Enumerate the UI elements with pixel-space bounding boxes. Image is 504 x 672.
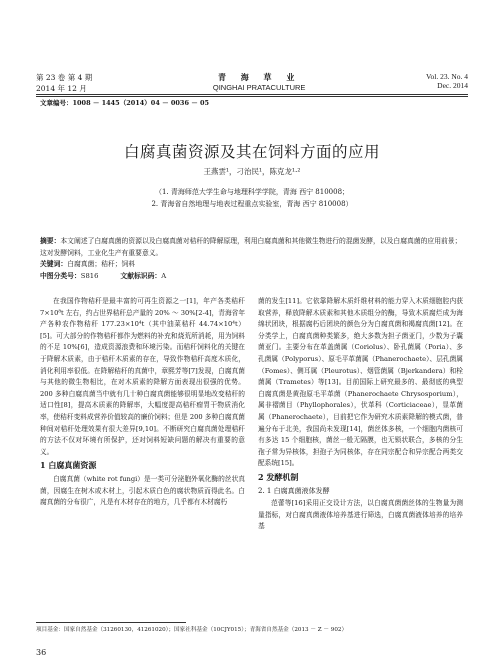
section-heading: 2 发酵机制 xyxy=(258,471,299,482)
affiliation-2: 2. 青海省自然地理与地表过程重点实验室，青海 西宁 810008） xyxy=(151,200,353,208)
doc-code-label: 文献标识码： xyxy=(120,271,162,280)
keywords xyxy=(40,259,464,271)
header-center xyxy=(213,72,306,92)
body-paragraph: 在我国作物秸秆是最丰富的可再生资源之一[1]，年产各类秸秆 7×10⁸t 左右，约占世界秸秆总产量的 20% ～ 30%[2-4]，青海省年产各种农作物秸秆 177.23×10⁴t（其中油菜秸秆 44.74×10⁴t）[5]。可大部分的作物秸秆都作为燃料的补充和烧荒所消耗，用为饲料的不足 10%[6]，造成资源浪费和环境污染。而秸秆饲料化的关键在于降解木质素，由于秸秆木质素的存在，导致作物秸秆高度木质化，消化利用率很低。在降解秸秆的真菌中，章熙芳等[7]发现，白腐真菌与其他的微生物相比，在对木质素的降解方面表现出很强的优势。200 多种白腐真菌当中就有几十种白腐真菌能够很明显地改变秸秆的适口性[8]，提高木质素的降解率，大幅度提高秸秆瘤胃干物质消化率，使秸秆变料成营养价值较高的廉价饲料；但是 200 多种白腐真菌种间对秸秆处理效果有很大差异[9,10]。不断研究白腐真菌处理秸秆的方法不仅对环境有所保护，还对饲料短缺问题的解决有重要的意义。 xyxy=(40,297,246,456)
abstract xyxy=(40,236,464,259)
footnote-rule xyxy=(36,622,186,623)
volume-cn: 第 23 卷 第 4 期 xyxy=(36,73,93,82)
classification-text: S816 xyxy=(80,271,99,280)
affiliation-1: （1. 青海师范大学生命与地理科学学院，青海 西宁 810008； xyxy=(154,188,350,196)
date-cn: 2014 年 12 月 xyxy=(36,84,87,93)
classification xyxy=(40,271,464,283)
header-rule xyxy=(36,94,468,95)
subsection-heading: 2. 1 白腐真菌液体发酵 xyxy=(258,486,330,495)
body-paragraph: 白腐真菌（white rot fungi）是一类可分泌胞外氧化酶的丝状真菌，因腐生在树木或木材上，引起木质白色的腐状物质而得此名。白腐真菌的分布很广，凡是有木材存在的地方，几乎都有木材腐朽 xyxy=(40,474,245,507)
keywords-label: 关键词： xyxy=(40,260,68,268)
body-paragraph: 菌的发生[11]。它依靠降解木质纤维材料的能力穿入木质细胞腔内获取营养，释放降解木质素和其他木质组分的酶，导致木质腐烂成为海绵状团块，根据腐朽后团块的颜色分为白腐真菌和褐腐真菌[12]。在分类学上，白腐真菌种类繁多，绝大多数为担子菌亚门，少数为子囊菌亚门。主要分布在革盖菌属（Coriolus）、卧孔菌属（Poria）、多孔菌属（Polyporus）、原毛平革菌属（Phanerochaete）、层孔菌属（Fomes）、侧耳属（Pleurotus）、烟管菌属（Bjerkandera）和栓菌属（Trametes）等[13]。目前国际上研究最多的、最彻底的典型白腐真菌是黄孢原毛平革菌（Phanerochaete Chrysosporium），属非褶菌目（Phyllophorales），伏革科（Corticiaceae），显革菌属（Phanerochaete），目前把它作为研究木质素降解的模式菌，普遍分布于北美，我国尚未发现[14]，菌丝体多核，一个细胞内菌核可有多达 15 个细胞核，菌丝一般无隔膜，也无锁状联合，多核的分生孢子常为异核体，担孢子为同核体，存在同宗配合和异宗配合两类交配系统[15]。 xyxy=(258,297,463,468)
abstract-text: 本文阐述了白腐真菌的资源以及白腐真菌对秸秆的降解原理，利用白腐真菌和其他微生物进行的混菌发酵，以及白腐真菌的应用前景；这对发酵饲料，工业化生产有重要意义。 xyxy=(40,237,462,257)
abstract-label: 摘要： xyxy=(40,237,61,245)
page-number: 36 xyxy=(36,648,47,657)
journal-name-en: QINGHAI PRATACULTURE xyxy=(212,83,306,92)
abstract-block xyxy=(40,236,464,282)
section-heading: 1 白腐真菌资源 xyxy=(40,460,97,471)
right-column xyxy=(258,296,463,533)
journal-header xyxy=(36,72,468,94)
header-left xyxy=(36,72,92,94)
article-number: 文章编号：1008 － 1445（2014）04 － 0036 － 05 xyxy=(40,99,210,107)
classification-label: 中图分类号： xyxy=(40,271,81,280)
volume-en: Vol. 23. No. 4 xyxy=(426,72,468,81)
journal-name-cn: 青 海 草 业 xyxy=(217,72,301,82)
paper-title: 白腐真菌资源及其在饲料方面的应用 xyxy=(123,143,380,161)
doc-code-text: A xyxy=(161,271,167,280)
header-right xyxy=(426,72,468,90)
author-list: 王燕雲¹，刁治民¹，陈克龙¹·² xyxy=(203,167,301,176)
keywords-text: 白腐真菌；秸秆；饲料 xyxy=(67,260,136,268)
date-en: Dec. 2014 xyxy=(437,81,468,90)
affiliations xyxy=(36,186,468,210)
body-paragraph: 范蕾等[16]采用正交设计方法，以白腐真菌菌丝体的生物量为测量指标，对白腐真菌液体培养基进行筛选，白腐真菌液体培养的培养基 xyxy=(258,499,463,531)
left-column xyxy=(40,296,245,509)
header-rule-thin xyxy=(36,96,468,97)
footnote: 项目基金：国家自然基金（31260130，41261020）；国家社科基金（10CJY015）；青海省自然基金（2013 － Z － 902） xyxy=(36,627,348,633)
